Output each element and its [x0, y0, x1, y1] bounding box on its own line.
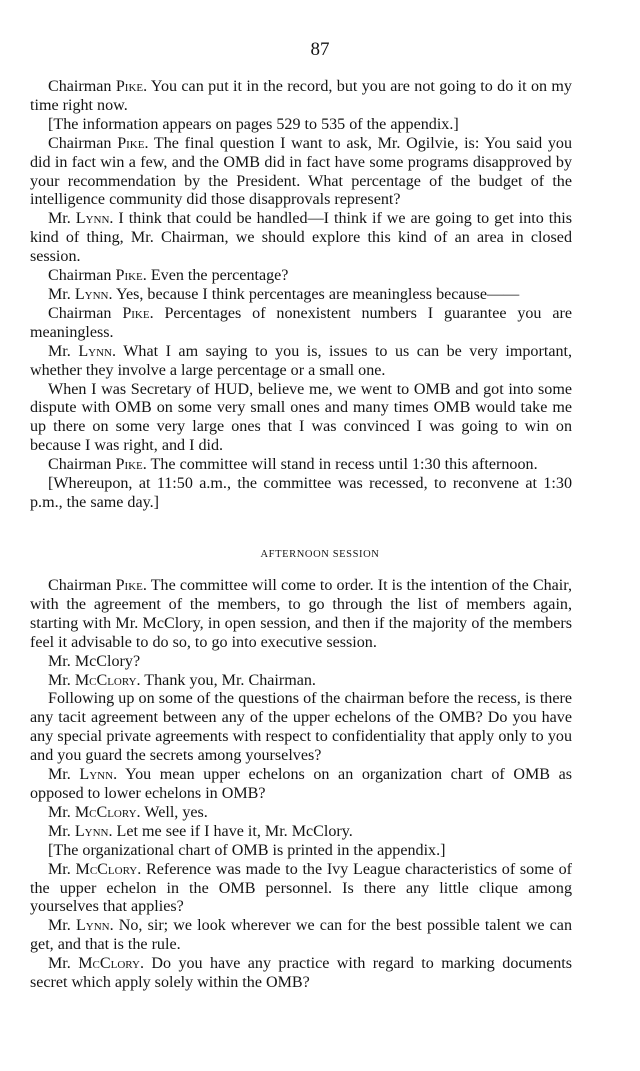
paragraph	[30, 672, 572, 691]
speaker-prefix: Mr.	[48, 860, 76, 878]
speaker-name: Pike	[115, 456, 143, 474]
speaker-prefix: Mr.	[48, 210, 76, 228]
speaker-name: Lynn	[78, 342, 112, 360]
paragraph-text: . Reference was made to the Ivy League characteristics of some of the upper echelon in the OMB personnel. Is there any little clique among yourselves that applies?	[30, 860, 573, 916]
paragraph-text: . Let me see if I have it, Mr. McClory.	[108, 822, 353, 840]
paragraph-text: [Whereupon, at 11:50 a.m., the committee was recessed, to reconvene at 1:30 p.m., the same day.]	[30, 475, 572, 511]
afternoon-session-text	[30, 577, 572, 993]
morning-session-text	[30, 78, 572, 513]
paragraph	[30, 78, 572, 116]
speaker-name: Lynn	[74, 285, 109, 303]
speaker-name: Lynn	[74, 822, 109, 840]
speaker-prefix: Mr.	[48, 803, 75, 821]
paragraph	[30, 267, 572, 286]
paragraph	[30, 690, 572, 766]
speaker-name: Pike	[117, 134, 145, 152]
speaker-prefix: Mr.	[48, 342, 79, 360]
page-number: 87	[310, 39, 330, 60]
speaker-prefix: Chairman	[48, 456, 116, 474]
speaker-prefix: Mr.	[48, 822, 75, 840]
paragraph-text: . Even the percentage?	[142, 267, 289, 285]
speaker-prefix: Mr.	[48, 955, 79, 973]
paragraph	[30, 475, 572, 513]
paragraph-text: . You can put it in the record, but you are not going to do it on my time right now.	[30, 78, 572, 114]
speaker-name: Pike	[115, 78, 144, 95]
paragraph-text: . The committee will come to order. It is the intention of the Chair, with the agreement of the members, to go through the list of members again, starting with Mr. McClory, in open session, and then if the majority of the members feel it advisable to do so, to go into executive session.	[30, 577, 572, 651]
speaker-prefix: Chairman	[48, 267, 116, 285]
paragraph-text: . Thank you, Mr. Chairman.	[136, 671, 316, 689]
paragraph	[30, 305, 572, 343]
speaker-prefix: Chairman	[48, 78, 116, 95]
paragraph	[30, 861, 572, 918]
paragraph-text: [The organizational chart of OMB is printed in the appendix.]	[48, 841, 446, 859]
speaker-prefix: Mr.	[48, 285, 75, 303]
paragraph	[30, 343, 572, 381]
speaker-prefix: Chairman	[48, 134, 118, 152]
paragraph	[30, 653, 572, 672]
speaker-name: Lynn	[75, 917, 110, 935]
paragraph-text: . Percentages of nonexistent numbers I guarantee you are meaningless.	[30, 304, 572, 341]
paragraph-text: . I think that could be handled—I think if we are going to get into this kind of thing, Mr. Chairman, we should explore this kind of an area in closed session.	[30, 210, 572, 266]
paragraph	[30, 804, 572, 823]
speaker-name: McClory	[75, 860, 138, 878]
paragraph-text: . Yes, because I think percentages are meaningless because——	[108, 285, 520, 303]
paragraph-text: . The final question I want to ask, Mr. Ogilvie, is: You said you did in fact win a few, and the OMB did in fact have some programs disapproved by your recommendation by the President. What percentage of the budget of the intelligence community did those disapprovals represent?	[30, 134, 572, 209]
paragraph	[30, 823, 572, 842]
speaker-prefix: Mr.	[48, 671, 75, 689]
paragraph	[30, 842, 572, 861]
speaker-prefix: Mr.	[48, 917, 76, 935]
paragraph	[30, 135, 572, 211]
paragraph	[30, 456, 572, 475]
speaker-prefix: Chairman	[48, 304, 123, 322]
paragraph-text: . The committee will stand in recess until 1:30 this afternoon.	[142, 456, 538, 474]
paragraph	[30, 766, 572, 804]
paragraph-text: Mr. McClory?	[48, 652, 141, 670]
paragraph	[30, 286, 572, 305]
paragraph	[30, 381, 572, 457]
paragraph-text: [The information appears on pages 529 to 535 of the appendix.]	[48, 115, 459, 133]
paragraph-text: . Do you have any practice with regard to marking documents secret which apply solely within the OMB?	[30, 955, 572, 992]
paragraph-text: Following up on some of the questions of the chairman before the recess, is there any tacit agreement between any of the upper echelons of the OMB? Do you have any special private agreements with respect to confidentiality that apply only to you and you guard the secrets among yourselves?	[30, 690, 572, 765]
speaker-prefix: Mr.	[48, 766, 80, 784]
paragraph-text: . You mean upper echelons on an organization chart of OMB as opposed to lower echelons in OMB?	[30, 766, 572, 802]
paragraph	[30, 577, 572, 653]
paragraph-text: . No, sir; we look wherever we can for the best possible talent we can get, and that is the rule.	[30, 917, 572, 954]
speaker-name: Pike	[122, 304, 150, 322]
speaker-name: Lynn	[75, 210, 110, 228]
paragraph	[30, 917, 572, 955]
section-heading: AFTERNOON SESSION	[260, 549, 380, 560]
paragraph	[30, 210, 572, 267]
paragraph-text: . What I am saying to you is, issues to us can be very important, whether they involve a large percentage or a small one.	[30, 342, 572, 379]
paragraph	[30, 955, 572, 993]
paragraph	[30, 116, 572, 135]
speaker-name: Lynn	[79, 766, 114, 784]
speaker-name: Pike	[115, 577, 143, 594]
speaker-name: McClory	[74, 803, 137, 821]
speaker-name: McClory	[74, 671, 137, 689]
paragraph-text: When I was Secretary of HUD, believe me, we went to OMB and got into some dispute with OMB on some very small ones and many times OMB would take me up there on some very large ones that I was convinced I was going to win on because I was right, and I did.	[30, 380, 572, 455]
paragraph-text: . Well, yes.	[136, 803, 208, 821]
speaker-prefix: Chairman	[48, 577, 116, 594]
speaker-name: McClory	[78, 955, 140, 973]
speaker-name: Pike	[115, 267, 143, 285]
